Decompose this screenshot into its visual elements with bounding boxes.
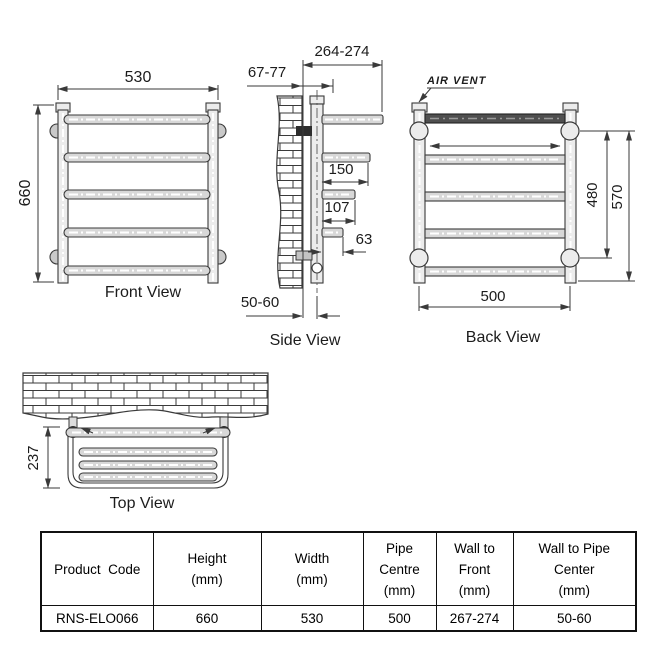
side-top-mount	[296, 126, 312, 136]
back-air-vent-label: AIR VENT	[427, 75, 487, 87]
spec-table-header-row	[41, 532, 636, 606]
back-inner-height-dim-text: 480	[584, 182, 601, 208]
header-pipe-centre: Pipe Centre (mm)	[363, 532, 436, 606]
top-wall	[23, 373, 268, 419]
back-outer-height-dim-text: 570	[609, 184, 626, 210]
back-rails	[425, 155, 565, 276]
cell-pipe-centre: 500	[363, 606, 436, 632]
front-view-label: Front View	[104, 284, 182, 301]
side-view	[241, 43, 383, 349]
header-wall-to-front: Wall to Front (mm)	[436, 532, 513, 606]
side-wall-to-pipe-dim-text: 50-60	[240, 294, 280, 311]
back-air-vent-leader	[419, 88, 474, 102]
spec-table-data-row	[41, 606, 636, 632]
back-view-label: Back View	[465, 329, 541, 346]
spec-table	[40, 531, 637, 632]
top-view	[23, 373, 268, 512]
header-product-code: Product Code	[41, 532, 153, 606]
side-wall-to-front-dim-text: 264-274	[314, 43, 370, 60]
header-height: Height (mm)	[153, 532, 261, 606]
side-wall-offset-dim-text: 67-77	[247, 64, 287, 81]
cell-width: 530	[261, 606, 363, 632]
header-wall-to-pipe-center: Wall to Pipe Center (mm)	[513, 532, 636, 606]
cell-wall-to-front: 267-274	[436, 606, 513, 632]
cell-product-code: RNS-ELO066	[41, 606, 153, 632]
cell-height: 660	[153, 606, 261, 632]
header-width: Width (mm)	[261, 532, 363, 606]
front-height-dim-text: 660	[17, 179, 34, 207]
cell-wall-to-pipe-center: 50-60	[513, 606, 636, 632]
side-view-label: Side View	[269, 332, 341, 349]
side-bar-dim-2-text: 107	[324, 199, 350, 216]
back-pipe-centre-dim-text: 500	[480, 288, 506, 305]
top-depth-dim-text: 237	[25, 445, 42, 471]
front-view	[17, 69, 226, 301]
top-view-label: Top View	[109, 495, 175, 512]
side-pipe-connection	[312, 263, 322, 273]
side-bar-dim-1-text: 150	[328, 161, 354, 178]
front-width-dimension	[58, 85, 218, 100]
side-bar-dim-3-text: 63	[355, 231, 373, 248]
back-view	[410, 75, 635, 346]
front-width-dim-text: 530	[124, 69, 152, 86]
top-depth-dimension	[43, 427, 60, 488]
